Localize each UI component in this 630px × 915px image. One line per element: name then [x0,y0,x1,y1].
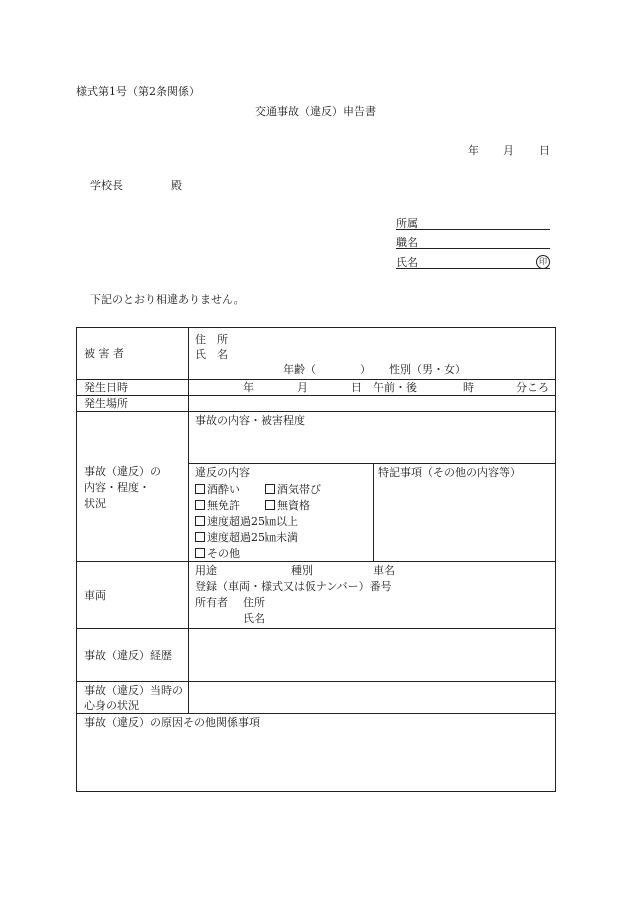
vehicle-owner: 所有者 [195,596,228,609]
violation-header: 違反の内容 [195,466,250,479]
occurrence-year[interactable]: 年 [243,381,254,394]
vehicle-type[interactable]: 種別 [291,564,313,577]
addressee: 学校長 [90,179,123,192]
checkbox[interactable] [265,484,275,494]
date-day-label: 日 [539,144,550,157]
declaration-text: 下記のとおり相違ありません。 [90,293,245,306]
report-form-table [76,327,556,792]
row-divider [77,411,555,412]
occurrence-month[interactable]: 月 [297,381,308,394]
checkbox[interactable] [195,516,205,526]
causes-field[interactable] [77,730,555,791]
details-label-line2: 内容・程度・ [84,481,150,494]
occurrence-ampm[interactable]: 午前・後 [373,381,417,394]
option-drunk[interactable]: 酒酔い [195,484,240,495]
column-divider [373,463,374,561]
place-field[interactable] [189,396,555,411]
occurrence-hour[interactable]: 時 [463,381,474,394]
seal-mark: 印 [536,255,550,269]
checkbox[interactable] [195,484,205,494]
vehicle-owner-name[interactable]: 氏名 [243,612,265,625]
honorific: 殿 [171,179,182,192]
condition-label-line1: 事故（違反）当時の [84,684,183,697]
condition-field[interactable] [189,682,555,713]
date-month-label: 月 [503,144,514,157]
victim-label: 被 害 者 [84,347,124,360]
condition-label-line2: 心身の状況 [84,699,139,712]
option-unqualified[interactable]: 無資格 [265,500,310,511]
causes-label: 事故（違反）の原因その他関係事項 [84,716,260,729]
history-field[interactable] [189,629,555,681]
row-divider [77,713,555,714]
vehicle-car-name[interactable]: 車名 [373,564,395,577]
place-label: 発生場所 [84,397,128,410]
name-label: 氏名 [396,256,418,269]
vehicle-owner-address[interactable]: 住所 [243,596,265,609]
option-speed-over[interactable]: 速度超過25㎞以上 [195,516,298,527]
row-divider [189,463,555,464]
vehicle-label: 車両 [84,589,106,602]
victim-age-label[interactable]: 年齢（ ） [283,363,371,376]
option-other[interactable]: その他 [195,548,240,559]
document-title: 交通事故（違反）申告書 [255,105,376,118]
row-divider [77,379,555,380]
occurrence-minute[interactable]: 分ころ [516,381,549,394]
vehicle-use[interactable]: 用途 [195,564,217,577]
option-unlicensed[interactable]: 無免許 [195,500,240,511]
date-year-label: 年 [468,144,479,157]
checkbox[interactable] [195,548,205,558]
row-divider [77,561,555,562]
name-line[interactable] [396,268,550,269]
vehicle-registration[interactable]: 登録（車両・様式又は仮ナンバー）番号 [195,580,392,593]
option-alcohol[interactable]: 酒気帯び [265,484,321,495]
affiliation-line[interactable] [396,229,550,230]
details-label-line1: 事故（違反）の [84,465,161,478]
option-speed-under[interactable]: 速度超過25㎞未満 [195,532,298,543]
position-line[interactable] [396,248,550,249]
victim-address-label[interactable]: 住 所 [195,333,228,346]
position-label: 職名 [396,236,418,249]
details-label-line3: 状況 [84,497,106,510]
accident-content-label[interactable]: 事故の内容・被害程度 [195,414,305,427]
special-notes-label[interactable]: 特記事項（その他の内容等） [378,466,521,479]
checkbox[interactable] [195,500,205,510]
occurrence-label: 発生日時 [84,381,128,394]
victim-gender-label[interactable]: 性別（男・女） [389,363,466,376]
occurrence-day[interactable]: 日 [351,381,362,394]
affiliation-label: 所属 [396,217,418,230]
checkbox[interactable] [265,500,275,510]
victim-name-label[interactable]: 氏 名 [195,348,228,361]
form-number: 様式第1号（第2条関係） [76,85,200,98]
checkbox[interactable] [195,532,205,542]
history-label: 事故（違反）経歴 [84,649,172,662]
